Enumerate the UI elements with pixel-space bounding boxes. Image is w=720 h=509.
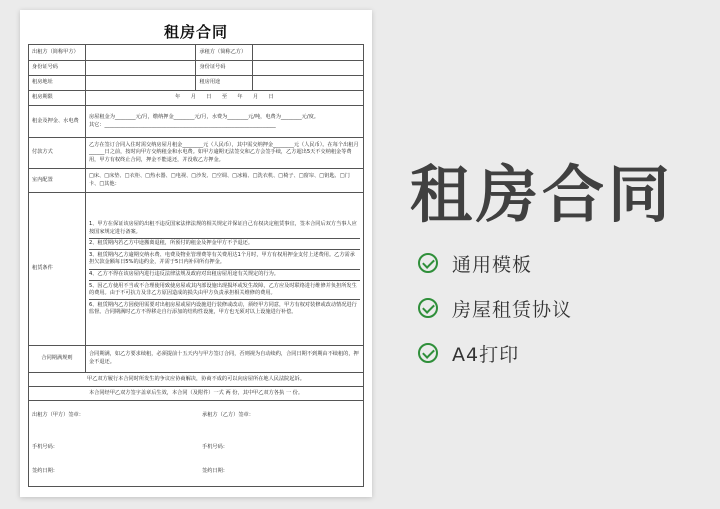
contract-table bbox=[28, 44, 364, 401]
address-label: 租房地址 bbox=[29, 76, 86, 91]
feature-item bbox=[418, 340, 572, 366]
clause-item: 5、因乙方使用不当或不合理使用致使房屋或其内部设施出现损坏或发生故障，乙方应及时联络进行维修并负担所发生的费用。由于不可抗力及非乙方原因造成的损失由甲方负责承担相关维修的费用。 bbox=[89, 281, 360, 300]
tenant-id-label: 身份证号码 bbox=[196, 61, 253, 76]
furniture-label: 室内配置 bbox=[29, 169, 86, 193]
terms-label: 租赁条件 bbox=[29, 193, 86, 346]
effect-clause: 本合同经甲乙双方签字盖章后生效，本合同（及附件）一式 两 份，其中甲乙双方各执 一 份。 bbox=[29, 387, 364, 401]
tenant-signature-label: 承租方（乙方）签章： bbox=[202, 412, 254, 418]
tenant-phone-label: 手机号码： bbox=[202, 444, 228, 450]
feature-item bbox=[418, 250, 572, 276]
address-value bbox=[85, 76, 196, 91]
landlord-phone-label: 手机号码： bbox=[32, 444, 58, 450]
contract-document-page bbox=[20, 10, 372, 497]
signature-area bbox=[28, 401, 364, 487]
terms-clauses bbox=[85, 193, 363, 346]
payment-label: 付款方式 bbox=[29, 138, 86, 169]
check-circle-icon bbox=[418, 343, 438, 363]
landlord-id-label: 身份证号码 bbox=[29, 61, 86, 76]
fees-value bbox=[85, 106, 363, 138]
feature-item bbox=[418, 295, 572, 321]
term-value: 年 月 日 至 年 月 日 bbox=[85, 91, 363, 106]
tenant-id-value bbox=[253, 61, 364, 76]
landlord-label: 出租方（简称甲方） bbox=[29, 45, 86, 61]
landlord-value bbox=[85, 45, 196, 61]
fees-label: 租金及押金、水电费 bbox=[29, 106, 86, 138]
promo-headline-block bbox=[410, 160, 674, 230]
fees-line-2: 其它：__________________________________________________________________ bbox=[88, 121, 276, 128]
tenant-date-label: 签约日期： bbox=[202, 468, 228, 474]
clause-item: 1、甲方在保证该房屋的出租不违反国家法律法规的相关规定并保证自己有权决定租赁事宜，签本合同后双方当事人应按国家规定进行备案。 bbox=[89, 220, 360, 239]
usage-value bbox=[253, 76, 364, 91]
fees-line-1: 房屋租金为________元/月，缴纳押金________元/月，水费为________元/吨，电费为________元/度。 bbox=[88, 113, 319, 120]
payment-text: 乙方在签订合同入住时需交纳房屋月租金________元（人民币），其中需交纳押金________元（人民币）。在每个出租月______日之前，按时向甲方交纳租金和水电费。如甲方逾期无法签交和乙方会签手续，乙方超出5天不交纳租金等费用，甲方有权终止合同，押金不能退还，并没收乙方押金。 bbox=[85, 138, 363, 169]
clause-item: 2、租赁期内若乙方中途搬离退租，所预付的租金及押金甲方不予退还。 bbox=[89, 239, 360, 251]
clause-item: 3、租赁期内乙方逾期交纳水费、电费及物业管理费等有关费用达1个月时，甲方有权用押金支付上述费用。乙方需承担欠款金额每日5%的违约金，并需于5日内补回所有押金。 bbox=[89, 250, 360, 269]
check-circle-icon bbox=[418, 253, 438, 273]
expiry-text: 合同期满，如乙方要求续租，必须提前十五天内与甲方签订合同，否则视为自动续约，合同日期不到期由不续租的，押金不退还。 bbox=[85, 346, 363, 373]
landlord-id-value bbox=[85, 61, 196, 76]
feature-list bbox=[418, 250, 572, 385]
dispute-clause: 甲乙双方履行本合同时所发生的争议应协商解决，协商不成的可以向房屋所在地人民法院起诉。 bbox=[29, 373, 364, 387]
term-label: 租房期限 bbox=[29, 91, 86, 106]
check-circle-icon bbox=[418, 298, 438, 318]
landlord-date-label: 签约日期： bbox=[32, 468, 58, 474]
expiry-label: 合同期满规则 bbox=[29, 346, 86, 373]
usage-label: 租房用途 bbox=[196, 76, 253, 91]
tenant-label: 承租方（简称乙方） bbox=[196, 45, 253, 61]
document-title: 租房合同 bbox=[163, 23, 228, 41]
feature-label: 通用模板 bbox=[452, 253, 533, 276]
feature-label: 房屋租赁协议 bbox=[452, 298, 573, 321]
clause-item: 6、租赁期内乙方因使用需要对出租房屋或屋内设施进行装修或改动，须经甲方同意，甲方有权对装修或改动情况进行监督。合同期满时乙方不得移走自行添加的结构性设施，甲方也无须对以上设施进行补偿。 bbox=[88, 301, 357, 316]
feature-label: A4打印 bbox=[452, 343, 520, 366]
tenant-value bbox=[253, 45, 364, 61]
promo-headline: 租房合同 bbox=[410, 158, 675, 231]
furniture-text: □床、□床垫、□衣柜、□热水器、□电视、□沙发、□空调、□冰箱、□洗衣机、□椅子、□窗帘、□钥匙、□门卡、□其他： bbox=[85, 169, 363, 193]
landlord-signature-label: 出租方（甲方）签章： bbox=[32, 412, 84, 418]
clause-item: 4、乙方不得在该房屋内进行违反法律法规及政府对出租房屋用途有关规定的行为。 bbox=[89, 270, 360, 282]
